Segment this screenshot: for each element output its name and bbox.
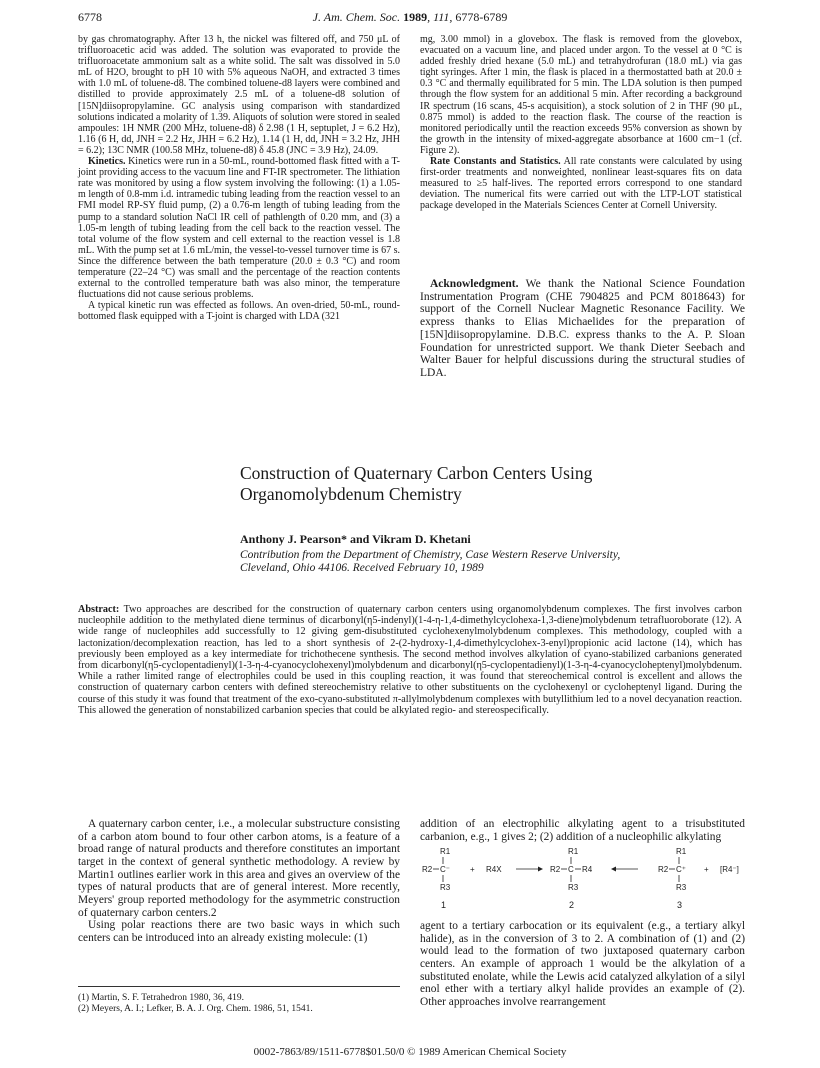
footnote: (1) Martin, S. F. Tetrahedron 1980, 36, 419. xyxy=(78,993,244,1003)
journal-citation: J. Am. Chem. Soc. 1989, 111, 6778-6789 xyxy=(312,10,508,24)
reaction-arrow-head xyxy=(611,867,616,872)
abstract-label: Abstract: xyxy=(78,604,120,615)
scheme-r4: R4 xyxy=(582,865,593,874)
affiliation xyxy=(240,549,760,575)
paragraph-text: Kinetics were run in a 50-mL, round-bottomed flask fitted with a T-joint providing access to the vacuum line and FT-IR spectrometer. The lithiation rate was monitored by using a flow system involving the following: (1) a 1.05-m length of 0.8-mm i.d. intramedic tubing leading from the reaction vessel to an FMI model RP-SY fluid pump, (2) a 0.76-m length of tubing leading from the pump to a standard solution NaCl IR cell of pathlength of 0.20 mm, and (3) a 1.05-m length of tubing leading from the cell back to the reaction vessel. The total volume of the flow system and cell external to the reaction vessel is 1.8 mL. With the pump set at 1.6 mL/min, the vessel-to-vessel turnover time is 67 s. Since the difference between the bath temperature (20.0 ± 0.3 °C) and room temperature (22–24 °C) was small and the percentage of the reaction contents external to the controlled temperature bath was also minor, the temperature fluctuations did not cause serious problems. xyxy=(78,156,400,301)
section-heading: Rate Constants and Statistics. xyxy=(430,156,561,168)
article-title xyxy=(240,463,760,505)
paragraph xyxy=(420,278,745,380)
journal-year: 1989 xyxy=(403,10,428,24)
section-heading: Acknowledgment. xyxy=(430,278,519,290)
abstract-text: Two approaches are described for the construction of quaternary carbon centers using organomolybdenum complexes. The first involves carbon nucleophile addition to the methylated diene terminus of dicarbonyl(η5-indenyl)(1-4-η-1,4-dimethylcyclohexa-1,3-diene)molybdenum tetrafluoroborate (12). A wide range of nucleophiles add successfully to 12 giving gem-disubstituted cyclohexenylmolybdenum complexes. This methodology, coupled with a lactonization/decomplexation reaction, has led to a short synthesis of 2-(2-hydroxy-1,4-dimethylcyclohex-3-enyl)propionic acid lactone (14), which has previously been employed as a key intermediate for trichothecene synthesis. The second method involves alkylation of cyano-stabilized carbanions generated from dicarbonyl(η5-cyclopentadienyl)(1-3-η-4-cyanocyclohexenyl)molybdenum and dicarbonyl(η5-cyclopentadienyl)(1-3-η-4-cyanocycloheptenyl)molybdenum. While a rather limited range of electrophiles could be used in this coupling reaction, it was found that stereochemical control is excellent and allows the construction of quaternary carbon centers with defined stereochemistry relative to other substituents on the cyclohexenyl or cycloheptenyl ligand. During the course of this study it was found that treatment of the exo-cyano-substituted π-allylmolybdenum complexes with butyllithium led to a novel decyanation reaction. This allowed the generation of nonstabilized carbanion species that could be alkylated regio- and stereospecifically. xyxy=(78,604,742,716)
authors: Anthony J. Pearson* and Vikram D. Khetani xyxy=(240,532,471,546)
footnotes xyxy=(78,993,400,1015)
paragraph: addition of an electrophilic alkylating agent to a trisubstituted carbanion, e.g., 1 gives 2; (2) addition of a nucleophilic alkylating xyxy=(420,818,745,843)
running-header xyxy=(78,10,742,26)
body-right-column-top xyxy=(420,818,745,843)
title-line: Organomolybdenum Chemistry xyxy=(240,484,462,504)
compound-label-2: 2 xyxy=(569,900,575,910)
compound-label-3: 3 xyxy=(677,900,683,910)
prev-article-left-column xyxy=(78,34,400,322)
journal-volume: 111 xyxy=(433,10,450,24)
scheme-r2: R2 xyxy=(550,865,561,874)
scheme-c: C xyxy=(568,865,574,874)
title-line: Construction of Quaternary Carbon Centers Using xyxy=(240,463,593,483)
journal-name: J. Am. Chem. Soc. xyxy=(312,10,401,24)
scheme-r3: R3 xyxy=(676,883,687,892)
scheme-c-plus: C⁺ xyxy=(676,865,686,874)
paragraph: by gas chromatography. After 13 h, the nickel was filtered off, and 750 μL of trifluoroacetic acid was added. The solution was evaporated to provide the trifluoroacetate ammonium salt as a white solid. The salt was dissolved in 5.0 mL of H2O, brought to pH 10 with 5% aqueous NaOH, and extracted 3 times with 1.0 mL of toluene-d8. The combined toluene-d8 layers were combined and distilled to provide approximately 2.5 mL of a toluene-d8 solution of [15N]diisopropylamine. GC analysis using comparison with standardized solutions indicated a molarity of 1.39. Aliquots of solution were stored in sealed ampoules: 1H NMR (200 MHz, toluene-d8) δ 2.98 (1 H, septuplet, J = 6.2 Hz), 1.16 (6 H, dd, JNH = 2.2 Hz, JHH = 6.2 Hz), 1.14 (1 H, dd, JNH = 3.2 Hz, JHH = 6.2); 13C NMR (100.58 MHz, toluene-d8) δ 45.8 (JNC = 3.9 Hz), 24.09. xyxy=(78,34,400,156)
scheme-r1: R1 xyxy=(676,847,687,856)
body-right-column-bottom xyxy=(420,920,745,1009)
scheme-plus: + xyxy=(704,865,709,874)
journal-pages: 6778-6789 xyxy=(455,10,508,24)
scheme-r1: R1 xyxy=(440,847,451,856)
affiliation-line: Cleveland, Ohio 44106. Received February 10, 1989 xyxy=(240,562,484,574)
paragraph xyxy=(420,156,742,211)
scheme-r3: R3 xyxy=(440,883,451,892)
abstract xyxy=(78,604,742,716)
reaction-scheme xyxy=(420,845,750,917)
reaction-arrow-head xyxy=(538,867,543,872)
compound-label-1: 1 xyxy=(441,900,447,910)
paragraph-text: All rate constants were calculated by using first-order treatments and nonweighted, nonlinear least-squares fits on data measured to ≥5 half-lives. The reported errors correspond to one standard deviation. The numerical fits were carried out with the LTP-LOT statistical package developed in the Materials Sciences Center at Cornell University. xyxy=(420,156,742,212)
paragraph: mg, 3.00 mmol) in a glovebox. The flask is removed from the glovebox, evacuated on a vacuum line, and placed under argon. To the vessel at 0 °C is added freshly dried hexane (5.0 mL) and tetrahydrofuran (18.0 mL) via gas tight syringes. After 1 min, the flask is placed in a thermostatted bath at 20.0 ± 0.3 °C and thermally equilibrated for 5 min. The LDA solution is then pumped through the flow system for an additional 5 min. After recording a background IR spectrum (16 scans, 45-s acquisition), a stock solution of 2 in THF (90 μL, 0.875 mmol) is added to the reaction flask. The course of the reaction is monitored periodically until the reaction exceeds 95% conversion as shown by the growth in the intensity of mixed-aggregate absorbance at 1600 cm−1 (cf. Figure 2). xyxy=(420,34,742,156)
prev-article-right-column xyxy=(420,34,742,212)
scheme-r2: R2 xyxy=(422,865,433,874)
scheme-r4x: R4X xyxy=(486,865,502,874)
paragraph xyxy=(78,156,400,300)
reaction-scheme-drawing xyxy=(420,845,750,917)
scheme-plus: + xyxy=(470,865,475,874)
paragraph: A quaternary carbon center, i.e., a molecular substructure consisting of a carbon atom bound to four other carbon atoms, is a feature of a broad range of natural products and therefore constitutes an important target in the context of general synthetic methodology. A review by Martin1 outlines earlier work in this area and gives an overview of the types of natural products that are of general interest. More recently, Meyers' group reported methodology for the asymmetric construction of quaternary carbon centers.2 xyxy=(78,818,400,919)
paragraph-text: We thank the National Science Foundation Instrumentation Program (CHE 7904825 and PCM 8018643) for support of the Cornell Nuclear Magnetic Resonance Facility. We express thanks to Elias Michaelides for the preparation of [15N]diisopropylamine. D.B.C. express thanks to the A. P. Sloan Foundation for unrestricted support. We thank Dieter Seebach and Walter Bauer for helpful discussions during the structural studies of LDA. xyxy=(420,278,745,379)
scheme-r3: R3 xyxy=(568,883,579,892)
paragraph: Using polar reactions there are two basic ways in which such centers can be introduced into an already existing molecule: (1) xyxy=(78,919,400,944)
scheme-r4-ion: [R4⁻] xyxy=(720,865,739,874)
scheme-r2: R2 xyxy=(658,865,669,874)
body-left-column xyxy=(78,818,400,945)
affiliation-line: Contribution from the Department of Chemistry, Case Western Reserve University, xyxy=(240,549,621,561)
page-number: 6778 xyxy=(78,10,102,24)
paragraph: A typical kinetic run was effected as follows. An oven-dried, 50-mL, round-bottomed flask equipped with a T-joint is charged with LDA (321 xyxy=(78,300,400,323)
section-heading: Kinetics. xyxy=(88,156,126,168)
footnote-divider xyxy=(78,986,400,987)
copyright-line: 0002-7863/89/1511-6778$01.50/0 © 1989 American Chemical Society xyxy=(253,1046,567,1058)
scheme-c-minus: C⁻ xyxy=(440,865,450,874)
footnote: (2) Meyers, A. I.; Lefker, B. A. J. Org. Chem. 1986, 51, 1541. xyxy=(78,1004,313,1014)
acknowledgment xyxy=(420,278,745,380)
scheme-r1: R1 xyxy=(568,847,579,856)
paragraph: agent to a tertiary carbocation or its equivalent (e.g., a tertiary alkyl halide), as in the conversion of 3 to 2. A combination of (1) and (2) would lead to the formation of two juxtaposed quaternary carbon centers. An example of approach 1 would be the alkylation of a substituted enolate, while the Lewis acid catalyzed alkylation of a silyl enol ether with a tertiary alkyl halide provides an example of (2). Other approaches involve rearrangement xyxy=(420,920,745,1008)
